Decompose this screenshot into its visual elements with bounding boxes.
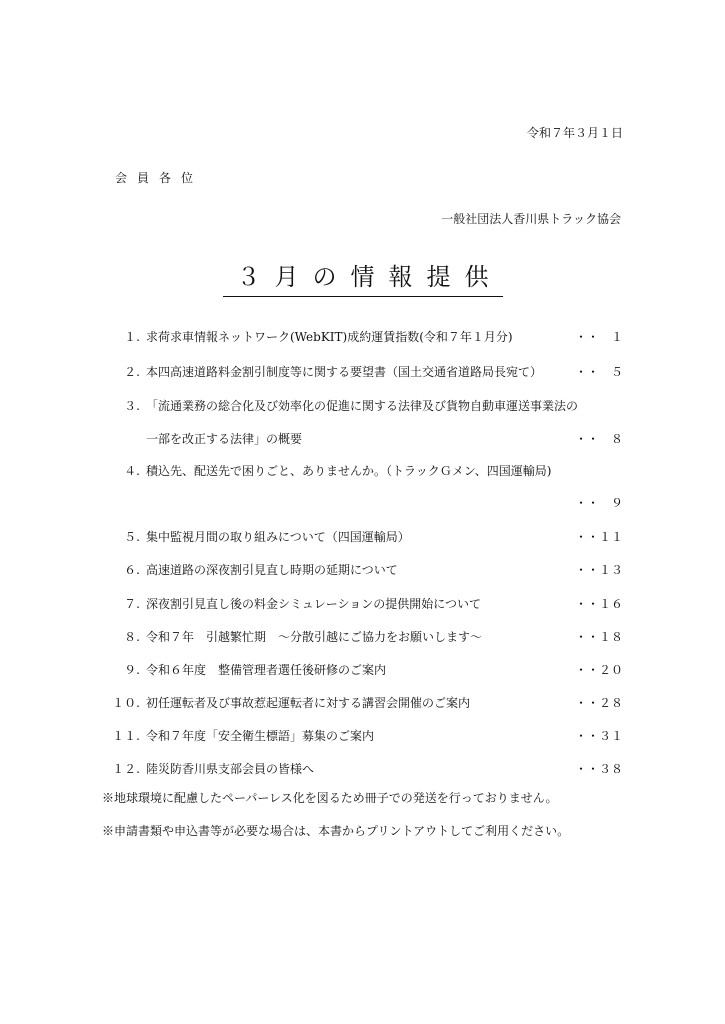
contents-item (0, 397, 725, 417)
issue-date: 令和７年３月１日 (526, 126, 623, 140)
contents-item (0, 462, 725, 482)
item-number: ３. (124, 399, 140, 413)
item-number: ７. (124, 597, 140, 611)
item-number: １１. (112, 729, 140, 743)
print-note: ※申請書類や申込書等が必要な場合は、本書からプリントアウトしてご利用ください。 (102, 824, 570, 838)
document-title: ３月の情報提供 (223, 257, 503, 297)
contents-item (0, 727, 725, 747)
item-title: 一部を改正する法律」の概要 (146, 432, 303, 446)
contents-item (0, 528, 725, 548)
contents-item (0, 494, 725, 514)
item-title: 本四高速道路料金割引制度等に関する要望書（国土交通省道路局長宛て） (146, 365, 543, 379)
paperless-note: ※地球環境に配慮したペーパーレス化を図るため冊子での発送を行っておりません。 (102, 791, 558, 805)
item-title: 積込先、配送先で困りごと、ありませんか。（トラックＧメン、四国運輸局) (146, 464, 552, 478)
item-title: 初任運転者及び事故惹起運転者に対する講習会開催のご案内 (146, 696, 471, 710)
item-page-reference: ・・１１ (574, 530, 623, 544)
item-number: １. (124, 330, 140, 344)
contents-item (0, 430, 725, 450)
item-number: ９. (124, 663, 140, 677)
item-title: 令和７年度「安全衛生標語」募集のご案内 (146, 729, 375, 743)
item-number: ４. (124, 464, 140, 478)
contents-item (0, 595, 725, 615)
item-page-reference: ・・ ８ (574, 432, 623, 446)
item-title: 深夜割引見直し後の料金シミュレーションの提供開始について (146, 597, 482, 611)
contents-item (0, 561, 725, 581)
item-page-reference: ・・３１ (574, 729, 623, 743)
item-number: １２. (112, 762, 140, 776)
item-page-reference: ・・１８ (574, 630, 623, 644)
item-page-reference: ・・２８ (574, 696, 623, 710)
contents-item (0, 363, 725, 383)
item-page-reference: ・・２０ (574, 663, 623, 677)
item-number: １０. (112, 696, 140, 710)
item-page-reference: ・・１６ (574, 597, 623, 611)
item-page-reference: ・・１３ (574, 563, 623, 577)
item-title: 陸災防香川県支部会員の皆様へ (146, 762, 315, 776)
item-title: 「流通業務の総合化及び効率化の促進に関する法律及び貨物自動車運送事業法の (146, 399, 579, 413)
contents-item (0, 328, 725, 348)
item-title: 求荷求車情報ネットワーク(WebKIT)成約運賃指数(令和７年１月分) (146, 330, 513, 344)
title-container (0, 257, 725, 297)
item-page-reference: ・・ ５ (574, 365, 623, 379)
item-title: 令和７年 引越繁忙期 ～分散引越にご協力をお願いします～ (146, 630, 483, 644)
item-number: ８. (124, 630, 140, 644)
item-page-reference: ・・３８ (574, 762, 623, 776)
contents-item (0, 661, 725, 681)
item-number: ６. (124, 563, 140, 577)
item-page-reference: ・・ ９ (574, 496, 623, 510)
item-page-reference: ・・ １ (574, 330, 623, 344)
contents-item (0, 760, 725, 780)
item-number: ５. (124, 530, 140, 544)
addressee: 会員各位 (115, 171, 204, 185)
item-number: ２. (124, 365, 140, 379)
item-title: 令和６年度 整備管理者選任後研修のご案内 (146, 663, 387, 677)
contents-item (0, 628, 725, 648)
item-title: 高速道路の深夜割引見直し時期の延期について (146, 563, 398, 577)
sender-organization: 一般社団法人香川県トラック協会 (441, 212, 621, 226)
item-title: 集中監視月間の取り組みについて（四国運輸局） (146, 530, 410, 544)
contents-item (0, 694, 725, 714)
